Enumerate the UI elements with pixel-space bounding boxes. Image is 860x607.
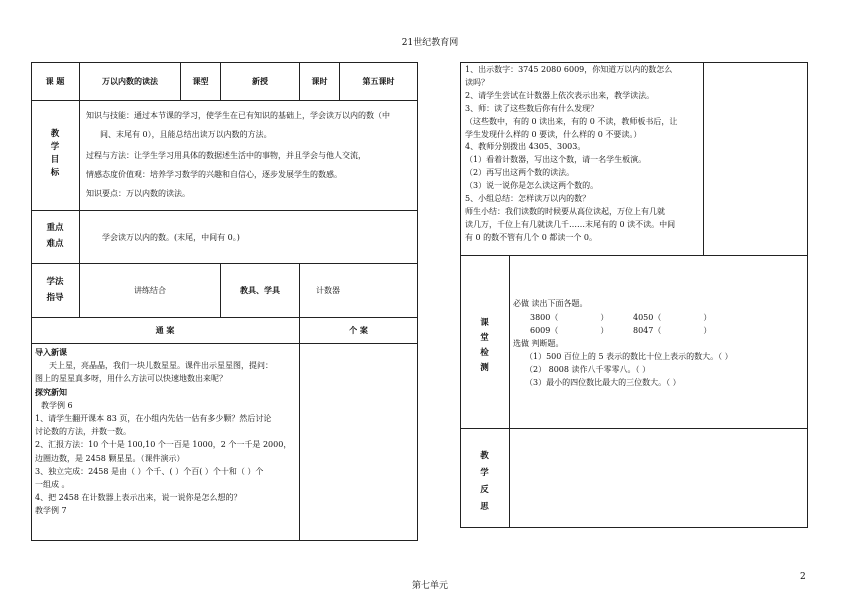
topic-value: 万以内数的读法 xyxy=(102,76,158,86)
footer-unit: 第七单元 xyxy=(411,581,448,591)
tools-label: 教具、学具 xyxy=(240,285,280,295)
topic-label: 课 题 xyxy=(45,76,65,86)
test-item: 4050（ ） xyxy=(633,313,712,322)
page-number: 2 xyxy=(800,572,806,582)
test-item: 3800（ ） xyxy=(530,313,609,322)
type-label: 课型 xyxy=(192,76,209,86)
objectives-text: 知识与技能：通过本节课的学习，使学生在已有知识的基础上，学会读万以内的数（中 间、末尾有 0），且能总结出读万以内数的方法。 过程与方法：让学生学习用具体的数据述生活中的事物，并且学会与他人交流， 情感态度价值观：培养学习数学的兴趣和自信心，逐步发展学生的数感。 知识要点：万以内数的读法。 xyxy=(86,111,390,198)
method-value: 讲练结合 xyxy=(134,286,166,295)
site-header: 21世纪教育网 xyxy=(401,38,459,48)
test-item: 6009（ ） xyxy=(530,326,609,335)
test-required: 必做 读出下面各题。 xyxy=(513,299,588,308)
method-label: 学法 指导 xyxy=(46,277,64,303)
teaching-process: 1、出示数字：3745 2080 6009，你知道万以内的数怎么 读吗？ 2、请学生尝试在计数器上依次表示出来，教学读法。 3、师：读了这些数后你有什么发现？ （这些数中，有的 0 读出来，有的 0 不读，教师板书后，让 学生发现什么样的 0 要读，什么样的 0 不要读。） 4、教师分别拨出 4305、3003。 （1）看着计数器，写出这个数，请一名学生板演。 （2）再写出这两个数的读法。 （3）说一说你是怎么读这两个数的。 5、小组总结：怎样读万以内的数？ 师生小结：我们读数的时候要从高位读起，万位上有几就 读几万，千位上有几就读几千……末尾有的 0 读不读。中间 有 0 的数不管有几个 0 都读一个 0。 xyxy=(465,65,678,242)
period-value: 第五课时 xyxy=(362,76,395,86)
test-judgement-list: （1）500 百位上的 5 表示的数比十位上表示的数大。（ ） （2） 8008 读作八千零零八。（ ） （3）最小的四位数比最大的三位数大。（ ） xyxy=(525,352,733,387)
test-item: 8047（ ） xyxy=(633,326,712,335)
key-points-text: 学会读万以内的数。(末尾，中间有 0。) xyxy=(102,233,240,242)
reflection-label: 教 学 反 思 xyxy=(480,451,489,512)
individual-plan-header: 个 案 xyxy=(349,325,368,335)
common-plan-header: 通 案 xyxy=(155,325,175,335)
period-label: 课时 xyxy=(311,76,328,86)
classroom-test-label: 课 堂 检 测 xyxy=(480,318,489,373)
type-value: 新授 xyxy=(252,76,268,86)
common-plan-content: 导入新课 天上星，亮晶晶，我们一块儿数星星。课件出示星星图，提问： 图上的星星真多呀，用什么方法可以快速地数出来呢？ 探究新知 教学例 6 1、请学生翻开课本 83 页，在小组内先估一估有多少颗？然后讨论 讨论数的方法，并数一数。 2、汇报方法：10 个十是 100,10 个一百是 1000，2 个一千是 2000， 边圈边数，是 2458 颗星星。（课件演示） 3、独立完成：2458 是由（ ）个千、( ）个百( ）个十和（ ）个 一组成 。 4、把 2458 在计数器上表示出来，说一说你是怎么想的？ 教学例 7 xyxy=(35,347,292,516)
tools-value: 计数器 xyxy=(316,286,340,295)
test-optional: 选做 判断题。 xyxy=(513,339,564,348)
objectives-label: 教 学 目 标 xyxy=(50,129,60,178)
key-points-label: 重点 难点 xyxy=(46,223,64,249)
